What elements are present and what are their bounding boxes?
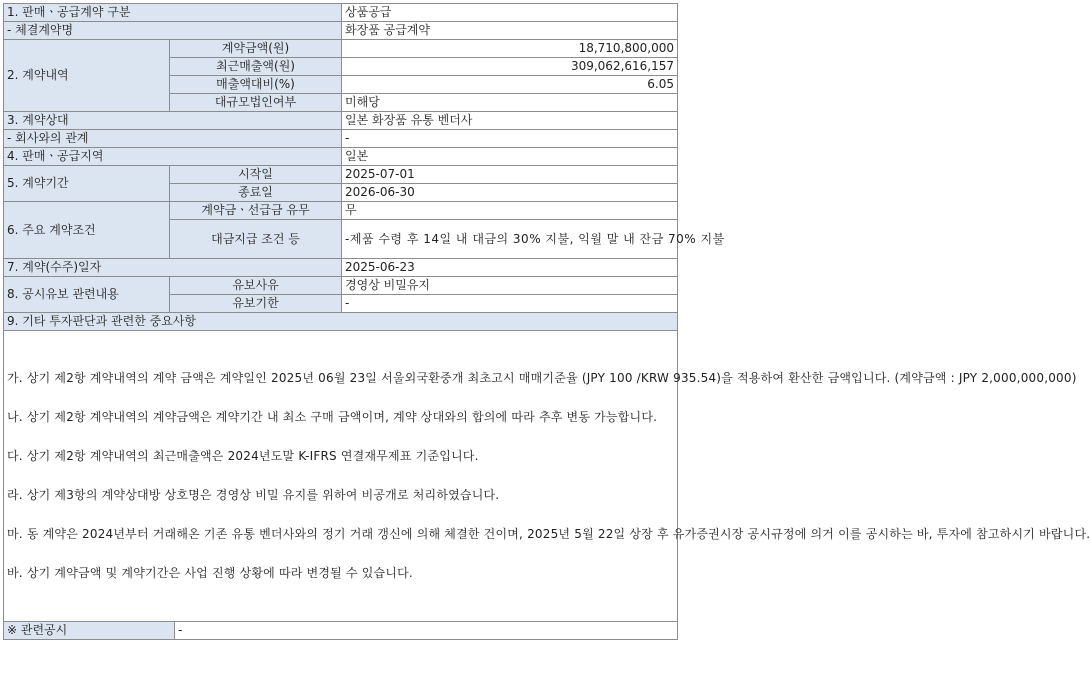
counterparty-value: 일본 화장품 유통 벤더사 — [342, 112, 678, 130]
row-start-date — [4, 166, 678, 184]
withhold-period-label: 유보기한 — [170, 295, 342, 313]
row-relationship — [4, 130, 678, 148]
large-corp-value: 미해당 — [342, 94, 678, 112]
related-disclosure-value: - — [175, 622, 678, 640]
recent-sales-value: 309,062,616,157 — [342, 58, 678, 76]
row-counterparty — [4, 112, 678, 130]
start-date-label: 시작일 — [170, 166, 342, 184]
relationship-value: - — [342, 130, 678, 148]
large-corp-label: 대규모법인여부 — [170, 94, 342, 112]
other-matters-label: 9. 기타 투자판단과 관련한 중요사항 — [4, 313, 678, 331]
contract-amount-value: 18,710,800,000 — [342, 40, 678, 58]
row-other-matters — [4, 313, 678, 331]
note-da: 다. 상기 제2항 계약내역의 최근매출액은 2024년도말 K-IFRS 연결재무제표 기준입니다. — [7, 449, 479, 463]
relationship-label: - 회사와의 관계 — [4, 130, 342, 148]
related-disclosure-label: ※ 관련공시 — [4, 622, 175, 640]
withhold-label: 8. 공시유보 관련내용 — [4, 277, 170, 313]
deposit-label: 계약금ㆍ선급금 유무 — [170, 202, 342, 220]
row-contract-name — [4, 22, 678, 40]
contract-name-label: - 체결계약명 — [4, 22, 342, 40]
payment-terms-value: -제품 수령 후 14일 내 대금의 30% 지불, 익월 말 내 잔금 70% 지불 — [342, 220, 678, 259]
row-contract-amount — [4, 40, 678, 58]
sales-ratio-label: 매출액대비(%) — [170, 76, 342, 94]
row-supply-region — [4, 148, 678, 166]
key-terms-label: 6. 주요 계약조건 — [4, 202, 170, 259]
payment-terms-label: 대금지급 조건 등 — [170, 220, 342, 259]
note-ra: 라. 상기 제3항의 계약상대방 상호명은 경영상 비밀 유지를 위하여 비공개로 처리하였습니다. — [7, 488, 500, 502]
note-ma: 마. 동 계약은 2024년부터 거래해온 기존 유통 벤더사와의 정기 거래 갱신에 의해 체결한 건이며, 2025년 5월 22일 상장 후 유가증권시장 공시규정에 의거 이를 공시하는 바, 투자에 참고하시기 바랍니다. — [7, 527, 1090, 541]
contract-date-label: 7. 계약(수주)일자 — [4, 259, 342, 277]
withhold-reason-label: 유보사유 — [170, 277, 342, 295]
row-withhold-reason — [4, 277, 678, 295]
contract-date-value: 2025-06-23 — [342, 259, 678, 277]
counterparty-label: 3. 계약상대 — [4, 112, 342, 130]
withhold-reason-value: 경영상 비밀유지 — [342, 277, 678, 295]
withhold-period-value: - — [342, 295, 678, 313]
supply-region-label: 4. 판매ㆍ공급지역 — [4, 148, 342, 166]
note-na: 나. 상기 제2항 계약내역의 계약금액은 계약기간 내 최소 구매 금액이며, 계약 상대와의 합의에 따라 추후 변동 가능합니다. — [7, 410, 658, 424]
supply-region-value: 일본 — [342, 148, 678, 166]
end-date-label: 종료일 — [170, 184, 342, 202]
row-related-disclosure — [4, 622, 678, 640]
end-date-value: 2026-06-30 — [342, 184, 678, 202]
note-ba: 바. 상기 계약금액 및 계약기간은 사업 진행 상황에 따라 변경될 수 있습니다. — [7, 566, 413, 580]
contract-details-label: 2. 계약내역 — [4, 40, 170, 112]
start-date-value: 2025-07-01 — [342, 166, 678, 184]
contract-name-value: 화장품 공급계약 — [342, 22, 678, 40]
contract-type-value: 상품공급 — [342, 4, 678, 22]
row-contract-date — [4, 259, 678, 277]
row-contract-type — [4, 4, 678, 22]
contract-period-label: 5. 계약기간 — [4, 166, 170, 202]
notes-cell — [4, 331, 1090, 622]
sales-ratio-value: 6.05 — [342, 76, 678, 94]
row-deposit — [4, 202, 678, 220]
recent-sales-label: 최근매출액(원) — [170, 58, 342, 76]
contract-type-label: 1. 판매ㆍ공급계약 구분 — [4, 4, 342, 22]
note-ga: 가. 상기 제2항 계약내역의 계약 금액은 계약일인 2025년 06월 23일 서울외국환중개 최초고시 매매기준율 (JPY 100 /KRW 935.54)을 적용하여 환산한 금액입니다. (계약금액 : JPY 2,000,000,000) — [7, 371, 1077, 385]
contract-disclosure-table — [3, 3, 1090, 640]
deposit-value: 무 — [342, 202, 678, 220]
row-notes — [4, 331, 678, 622]
contract-amount-label: 계약금액(원) — [170, 40, 342, 58]
